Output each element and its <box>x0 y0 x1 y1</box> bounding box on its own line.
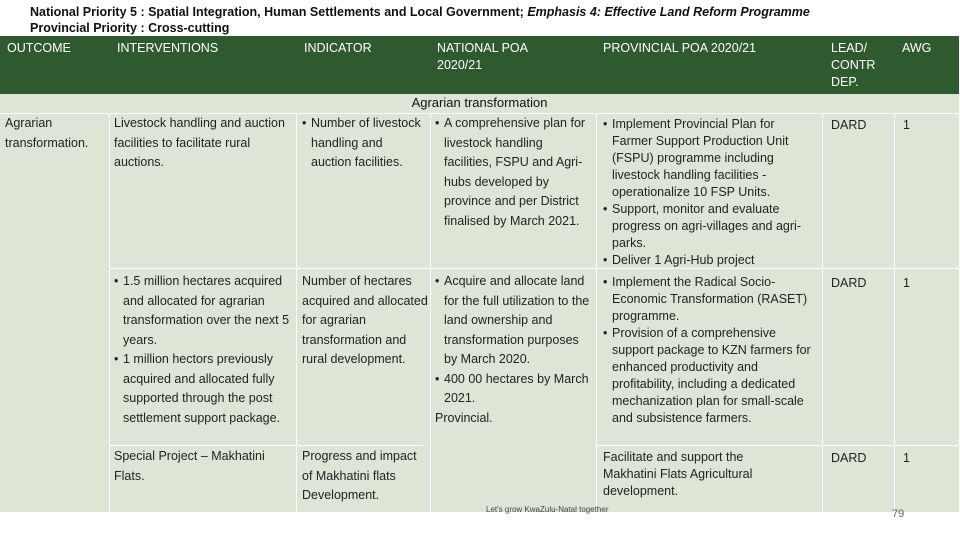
outcome-cell: Agrarian transformation. <box>5 116 89 150</box>
row1-national-item: • A comprehensive plan for livestock handling facilities, FSPU and Agri-hubs developed by province and per District finalised by March 2021. <box>435 114 593 231</box>
row1-provincial <box>603 116 818 269</box>
row2-intervention-item: • 1 million hectors previously acquired and allocated fully supported through the post settlement support package. <box>114 350 294 428</box>
title-emphasis: Emphasis 4: Effective Land Reform Programme <box>527 5 810 19</box>
row2-provincial-item: • Implement the Radical Socio-Economic Transformation (RASET) programme. <box>603 274 818 325</box>
title-main: National Priority 5 : Spatial Integration, Human Settlements and Local Government; <box>30 5 524 19</box>
row2-awg: 1 <box>903 276 910 290</box>
col-divider <box>894 114 895 512</box>
col-divider <box>296 114 297 512</box>
row2-national-extra: Provincial. <box>435 410 493 425</box>
row2-indicator: Number of hectares acquired and allocated for agrarian transformation and rural development. <box>302 274 428 366</box>
col-national-poa: NATIONAL POA 2020/21 <box>437 41 528 72</box>
row2-intervention-item: • 1.5 million hectares acquired and allocated for agrarian transformation over the next 5 years. <box>114 272 294 350</box>
page-subtitle: Provincial Priority : Cross-cutting <box>30 21 230 35</box>
col-lead: LEAD/ CONTR DEP. <box>831 41 876 89</box>
col-outcome: OUTCOME <box>7 41 71 55</box>
row-divider <box>597 445 959 446</box>
col-awg: AWG <box>902 41 932 55</box>
footer-slogan: Let's grow KwaZulu-Natal together <box>486 505 609 514</box>
priority-table <box>0 36 959 512</box>
row1-awg: 1 <box>903 118 910 132</box>
row1-indicator <box>302 114 424 173</box>
row3-indicator: Progress and impact of Makhatini flats Development. <box>302 449 417 502</box>
row-divider <box>109 268 959 269</box>
col-divider <box>109 114 110 512</box>
row3-intervention: Special Project – Makhatini Flats. <box>114 449 265 483</box>
col-divider <box>430 114 431 512</box>
col-divider <box>596 114 597 512</box>
row2-provincial <box>603 274 818 427</box>
row2-national-item: • 400 00 hectares by March 2021. <box>435 370 593 409</box>
row1-indicator-item: • Number of livestock handling and auction facilities. <box>302 114 424 173</box>
row3-lead: DARD <box>831 451 867 465</box>
row1-provincial-item: • Implement Provincial Plan for Farmer Support Production Unit (FSPU) programme including livestock handling facilities - operationalize 10 FSP Units. <box>603 116 818 201</box>
page-number: 79 <box>892 508 905 520</box>
col-indicator: INDICATOR <box>304 41 372 55</box>
row1-intervention: Livestock handling and auction facilities to facilitate rural auctions. <box>114 116 285 169</box>
row2-national <box>435 272 593 428</box>
row2-intervention <box>114 272 294 428</box>
row3-provincial: Facilitate and support the Makhatini Flats Agricultural development. <box>603 450 753 498</box>
section-title: Agrarian transformation <box>411 95 548 110</box>
col-provincial-poa: PROVINCIAL POA 2020/21 <box>603 41 757 55</box>
row-divider <box>109 445 423 446</box>
row2-lead: DARD <box>831 276 867 290</box>
row1-lead: DARD <box>831 118 867 132</box>
row1-national <box>435 114 593 231</box>
row2-provincial-item: • Provision of a comprehensive support package to KZN farmers for enhanced productivity and profitability, including a dedicated mechanization plan for small-scale and subsistence farmers. <box>603 325 818 427</box>
table-header <box>0 36 959 94</box>
row1-provincial-item: • Deliver 1 Agri-Hub project <box>603 252 818 269</box>
row3-awg: 1 <box>903 451 910 465</box>
page-title <box>30 5 810 19</box>
row1-provincial-item: • Support, monitor and evaluate progress on agri-villages and agri-parks. <box>603 201 818 252</box>
col-divider <box>822 114 823 512</box>
col-interventions: INTERVENTIONS <box>117 41 219 55</box>
row2-national-item: • Acquire and allocate land for the full utilization to the land ownership and transformation purposes by March 2020. <box>435 272 593 370</box>
